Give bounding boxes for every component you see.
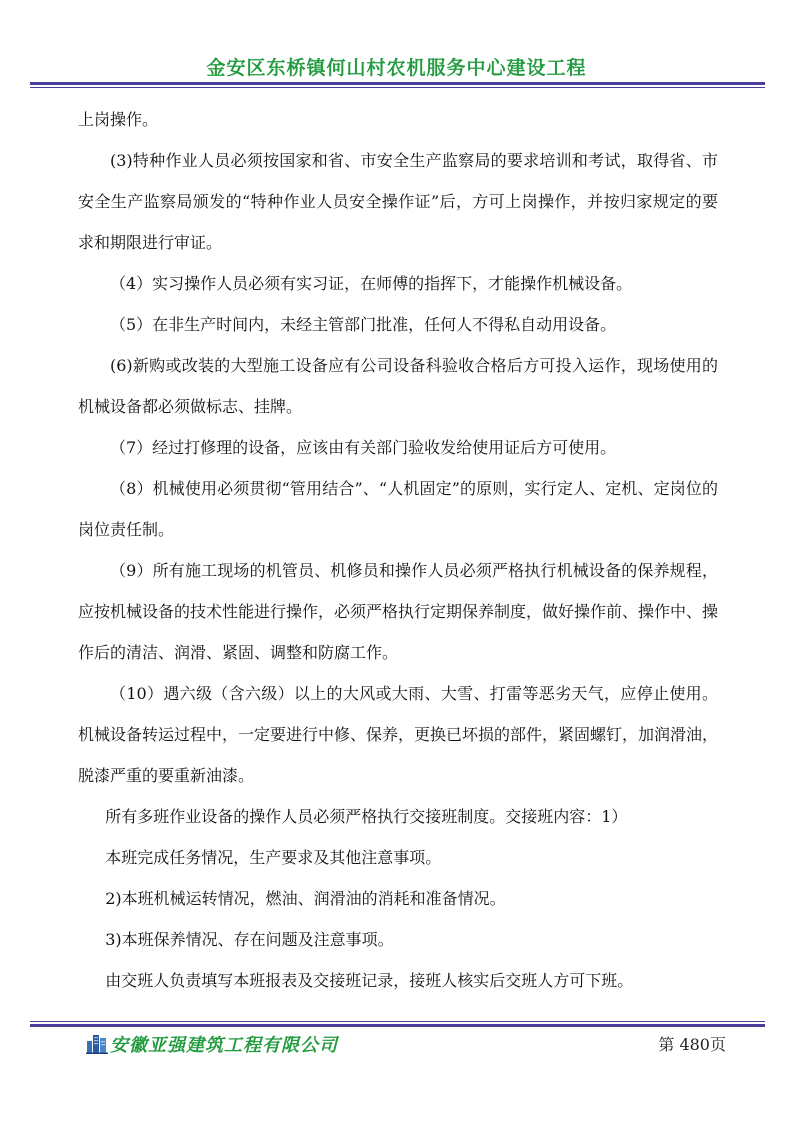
paragraph: （4）实习操作人员必须有实习证，在师傅的指挥下，才能操作机械设备。 (110, 274, 633, 293)
company-name: 安徽亚强建筑工程有限公司 (110, 1035, 338, 1056)
paragraph: (6)新购或改装的大型施工设备应有公司设备科验收合格后方可投入运作，现场使用的机械设备都必须做标志、挂牌。 (78, 356, 718, 416)
building-logo-icon (86, 1032, 108, 1054)
paragraph: （8）机械使用必须贯彻“管用结合”、“人机固定”的原则，实行定人、定机、定岗位的岗位责任制。 (78, 479, 718, 539)
page-footer (86, 1030, 726, 1058)
footer-rule-thin (30, 1021, 765, 1022)
paragraph: （7）经过打修理的设备，应该由有关部门验收发给使用证后方可使用。 (110, 438, 617, 457)
footer-rule-thick (30, 1024, 765, 1027)
paragraph: 由交班人负责填写本班报表及交接班记录，接班人核实后交班人方可下班。 (105, 971, 634, 990)
paragraph: (3)特种作业人员必须按国家和省、市安全生产监察局的要求培训和考试，取得省、市安全生产监察局颁发的“特种作业人员安全操作证”后，方可上岗操作，并按归家规定的要求和期限进行审证。 (78, 151, 718, 252)
page-header-title: 金安区东桥镇何山村农机服务中心建设工程 (206, 57, 587, 79)
paragraph: （10）遇六级（含六级）以上的大风或大雨、大雪、打雷等恶劣天气，应停止使用。机械设备转运过程中，一定要进行中修、保养，更换已坏损的部件，紧固螺钉，加润滑油，脱漆严重的要重新油漆。 (78, 684, 719, 785)
page-number: 第 480页 (658, 1035, 726, 1054)
paragraph: 本班完成任务情况，生产要求及其他注意事项。 (105, 848, 442, 867)
document-body (78, 99, 718, 1001)
header-rule-thick (30, 82, 765, 85)
header-rule-thin (30, 87, 765, 88)
paragraph: （9）所有施工现场的机管员、机修员和操作人员必须严格执行机械设备的保养规程，应按机械设备的技术性能进行操作，必须严格执行定期保养制度，做好操作前、操作中、操作后的清洁、润滑、紧固、调整和防腐工作。 (78, 561, 719, 662)
paragraph: 2)本班机械运转情况，燃油、润滑油的消耗和准备情况。 (105, 889, 506, 908)
paragraph: 上岗操作。 (78, 110, 159, 129)
paragraph: （5）在非生产时间内，未经主管部门批准，任何人不得私自动用设备。 (110, 315, 617, 334)
paragraph: 3)本班保养情况、存在问题及注意事项。 (105, 930, 394, 949)
paragraph: 所有多班作业设备的操作人员必须严格执行交接班制度。交接班内容：1） (105, 807, 628, 826)
